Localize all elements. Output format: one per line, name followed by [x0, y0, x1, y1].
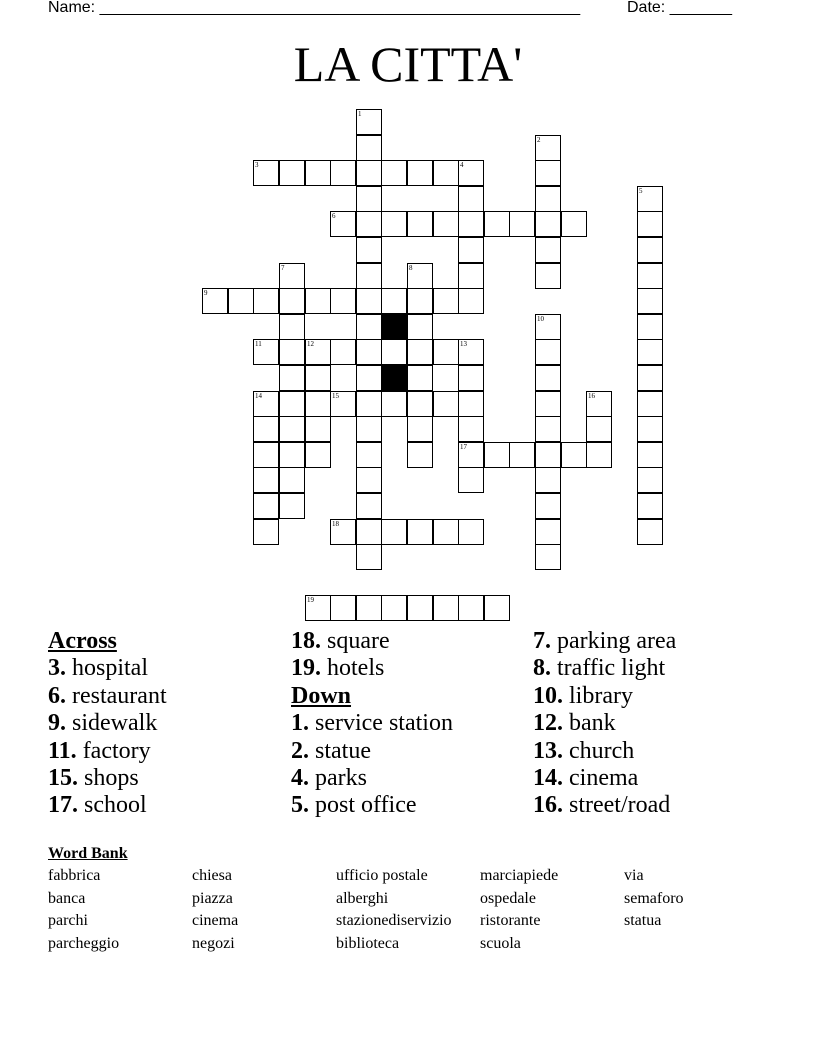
clue-text: library: [569, 682, 633, 709]
crossword-cell[interactable]: [433, 288, 459, 314]
word-bank-item: negozi: [192, 934, 235, 952]
clue-down-14: [533, 765, 676, 792]
word-bank-item: via: [624, 867, 644, 884]
crossword-cell[interactable]: [330, 595, 356, 621]
clues-column-3: [533, 628, 676, 820]
crossword-cell[interactable]: [381, 391, 407, 417]
crossword-cell[interactable]: [407, 519, 433, 545]
cell-number: 17: [460, 443, 467, 451]
clue-number: 18.: [291, 628, 321, 654]
crossword-cell[interactable]: [433, 211, 459, 237]
crossword-cell[interactable]: [356, 339, 382, 365]
clue-across-18: [291, 628, 453, 655]
crossword-cell[interactable]: [305, 391, 331, 417]
crossword-cell[interactable]: [356, 442, 382, 468]
crossword-cell[interactable]: [637, 288, 663, 314]
crossword-cell[interactable]: [356, 416, 382, 442]
crossword-cell[interactable]: [305, 339, 331, 365]
clue-down-7: [533, 628, 676, 655]
crossword-cell[interactable]: [535, 365, 561, 391]
crossword-cell[interactable]: [356, 467, 382, 493]
crossword-cell[interactable]: [458, 211, 484, 237]
clue-down-4: [291, 765, 453, 792]
cell-number: 13: [460, 340, 467, 348]
crossword-cell[interactable]: [279, 339, 305, 365]
crossword-cell[interactable]: [253, 493, 279, 519]
crossword-cell[interactable]: [535, 467, 561, 493]
crossword-cell[interactable]: [535, 544, 561, 570]
crossword-cell[interactable]: [279, 416, 305, 442]
crossword-cell[interactable]: [586, 442, 612, 468]
cell-number: 14: [255, 392, 262, 400]
crossword-cell[interactable]: [535, 442, 561, 468]
clue-number: 6.: [48, 682, 66, 709]
crossword-cell[interactable]: [330, 519, 356, 545]
crossword-cell[interactable]: [637, 339, 663, 365]
crossword-cell[interactable]: [458, 288, 484, 314]
crossword-cell[interactable]: [535, 160, 561, 186]
clue-text: square: [327, 628, 390, 654]
name-field-label: Name: ______________________________________________________: [48, 0, 581, 16]
clue-number: 16.: [533, 792, 563, 819]
crossword-cell[interactable]: [637, 391, 663, 417]
crossword-cell[interactable]: [637, 493, 663, 519]
crossword-cell[interactable]: [330, 211, 356, 237]
clue-number: 4.: [291, 765, 309, 792]
clue-across-19: [291, 655, 453, 682]
crossword-cell[interactable]: [356, 263, 382, 289]
crossword-cell[interactable]: [407, 365, 433, 391]
crossword-cell[interactable]: [407, 595, 433, 621]
word-bank-item: biblioteca: [336, 934, 400, 952]
crossword-cell[interactable]: [381, 519, 407, 545]
crossword-cell[interactable]: [356, 544, 382, 570]
crossword-cell[interactable]: [586, 416, 612, 442]
crossword-cell[interactable]: [458, 365, 484, 391]
clue-text: restaurant: [72, 682, 167, 709]
crossword-cell[interactable]: [381, 160, 407, 186]
crossword-cell[interactable]: [535, 314, 561, 340]
crossword-cell[interactable]: [407, 442, 433, 468]
word-bank-item: statua: [624, 912, 662, 930]
word-bank-item: marciapiede: [480, 867, 559, 884]
crossword-cell[interactable]: [253, 288, 279, 314]
crossword-cell[interactable]: [356, 365, 382, 391]
cell-number: 18: [332, 520, 339, 528]
word-bank-item: fabbrica: [48, 867, 101, 884]
crossword-cell[interactable]: [637, 467, 663, 493]
crossword-cell[interactable]: [433, 595, 459, 621]
clue-down-8: [533, 655, 676, 682]
clue-text: cinema: [569, 765, 639, 792]
clues-column-1: [48, 628, 167, 820]
crossword-cell[interactable]: [637, 442, 663, 468]
clue-down-13: [533, 738, 676, 765]
crossword-cell[interactable]: [356, 135, 382, 161]
cell-number: 19: [307, 596, 314, 604]
crossword-cell[interactable]: [433, 160, 459, 186]
crossword-cell[interactable]: [279, 263, 305, 289]
crossword-cell[interactable]: [381, 211, 407, 237]
crossword-cell[interactable]: [484, 442, 510, 468]
crossword-cell[interactable]: [305, 416, 331, 442]
word-bank-item: parcheggio: [48, 934, 120, 952]
crossword-cell[interactable]: [535, 416, 561, 442]
crossword-cell[interactable]: [535, 391, 561, 417]
crossword-cell[interactable]: [458, 595, 484, 621]
crossword-cell[interactable]: [637, 365, 663, 391]
clue-across-3: [48, 655, 167, 682]
clue-across-6: [48, 683, 167, 710]
crossword-cell[interactable]: [458, 391, 484, 417]
crossword-cell[interactable]: [458, 263, 484, 289]
cell-number: 12: [307, 340, 314, 348]
crossword-cell[interactable]: [637, 186, 663, 212]
word-bank-item: piazza: [192, 889, 233, 907]
crossword-cell[interactable]: [535, 237, 561, 263]
crossword-cell[interactable]: [484, 595, 510, 621]
clue-number: 8.: [533, 655, 551, 682]
clue-number: 14.: [533, 765, 563, 792]
word-bank-item: ospedale: [480, 889, 536, 907]
crossword-cell[interactable]: [407, 288, 433, 314]
crossword-cell[interactable]: [330, 339, 356, 365]
crossword-cell[interactable]: [202, 288, 228, 314]
clue-across-9: [48, 710, 167, 737]
clue-number: 7.: [533, 628, 551, 654]
crossword-cell[interactable]: [279, 467, 305, 493]
crossword-cell[interactable]: [356, 314, 382, 340]
crossword-cell[interactable]: [253, 519, 279, 545]
clue-text: shops: [84, 765, 139, 792]
cell-number: 3: [255, 161, 259, 169]
cell-number: 11: [255, 340, 262, 348]
clue-across-11: [48, 738, 167, 765]
crossword-cell[interactable]: [381, 595, 407, 621]
clue-text: factory: [82, 737, 151, 764]
crossword-cell[interactable]: [433, 339, 459, 365]
crossword-cell[interactable]: [535, 339, 561, 365]
crossword-cell[interactable]: [253, 467, 279, 493]
clue-text: post office: [315, 792, 417, 819]
clue-down-1: [291, 710, 453, 737]
crossword-cell[interactable]: [356, 109, 382, 135]
crossword-cell[interactable]: [637, 519, 663, 545]
cell-number: 4: [460, 161, 464, 169]
clue-number: 17.: [48, 792, 78, 819]
crossword-cell[interactable]: [407, 211, 433, 237]
crossword-cell[interactable]: [356, 595, 382, 621]
cell-number: 8: [409, 264, 413, 272]
clue-text: sidewalk: [72, 710, 158, 737]
clue-text: street/road: [569, 792, 671, 819]
crossword-cell[interactable]: [305, 595, 331, 621]
clue-text: statue: [315, 737, 371, 764]
cell-number: 15: [332, 392, 339, 400]
cell-number: 10: [537, 315, 544, 323]
crossword-cell[interactable]: [330, 391, 356, 417]
crossword-cell[interactable]: [458, 339, 484, 365]
cell-number: 2: [537, 136, 541, 144]
crossword-cell[interactable]: [356, 160, 382, 186]
down-heading: Down: [291, 682, 352, 709]
crossword-black-cell: [381, 314, 407, 340]
across-heading: Across: [48, 628, 117, 654]
clue-number: 13.: [533, 737, 563, 764]
crossword-cell[interactable]: [356, 288, 382, 314]
crossword-cell[interactable]: [279, 391, 305, 417]
cell-number: 1: [358, 110, 362, 118]
crossword-cell[interactable]: [253, 339, 279, 365]
crossword-cell[interactable]: [356, 237, 382, 263]
crossword-cell[interactable]: [458, 467, 484, 493]
crossword-cell[interactable]: [356, 186, 382, 212]
crossword-cell[interactable]: [356, 519, 382, 545]
cell-number: 6: [332, 212, 336, 220]
clue-number: 12.: [533, 710, 563, 737]
crossword-cell[interactable]: [637, 211, 663, 237]
crossword-cell[interactable]: [535, 519, 561, 545]
crossword-cell[interactable]: [561, 442, 587, 468]
crossword-cell[interactable]: [535, 186, 561, 212]
crossword-cell[interactable]: [381, 339, 407, 365]
crossword-cell[interactable]: [279, 314, 305, 340]
crossword-cell[interactable]: [279, 288, 305, 314]
word-bank-item: scuola: [480, 934, 521, 952]
crossword-cell[interactable]: [305, 442, 331, 468]
page-title: LA CITTA': [293, 36, 523, 92]
clue-down-2: [291, 738, 453, 765]
word-bank-title: Word Bank: [48, 845, 128, 862]
crossword-cell[interactable]: [407, 263, 433, 289]
clue-number: 1.: [291, 710, 309, 737]
crossword-cell[interactable]: [535, 135, 561, 161]
crossword-cell[interactable]: [458, 186, 484, 212]
crossword-cell[interactable]: [637, 416, 663, 442]
crossword-cell[interactable]: [458, 519, 484, 545]
clue-text: hotels: [327, 655, 385, 682]
crossword-cell[interactable]: [228, 288, 254, 314]
crossword-cell[interactable]: [433, 519, 459, 545]
crossword-cell[interactable]: [407, 391, 433, 417]
crossword-cell[interactable]: [407, 314, 433, 340]
crossword-cell[interactable]: [458, 442, 484, 468]
crossword-cell[interactable]: [330, 160, 356, 186]
clue-across-15: [48, 765, 167, 792]
cell-number: 9: [204, 289, 208, 297]
clue-down-10: [533, 683, 676, 710]
crossword-cell[interactable]: [458, 237, 484, 263]
clue-number: 19.: [291, 655, 321, 682]
clues-column-2: [291, 628, 453, 820]
clue-down-16: [533, 792, 676, 819]
crossword-cell[interactable]: [305, 288, 331, 314]
crossword-cell[interactable]: [458, 160, 484, 186]
crossword-cell[interactable]: [253, 391, 279, 417]
cell-number: 16: [588, 392, 595, 400]
crossword-cell[interactable]: [356, 391, 382, 417]
crossword-cell[interactable]: [279, 442, 305, 468]
crossword-cell[interactable]: [253, 442, 279, 468]
word-bank-item: ufficio postale: [336, 867, 428, 884]
crossword-cell[interactable]: [279, 160, 305, 186]
word-bank-item: semaforo: [624, 889, 684, 907]
word-bank-item: banca: [48, 889, 86, 907]
clue-number: 10.: [533, 682, 563, 709]
crossword-cell[interactable]: [279, 493, 305, 519]
clue-number: 15.: [48, 765, 78, 792]
clue-down-5: [291, 792, 453, 819]
crossword-cell[interactable]: [637, 237, 663, 263]
crossword-cell[interactable]: [305, 365, 331, 391]
crossword-cell[interactable]: [356, 493, 382, 519]
crossword-cell[interactable]: [253, 416, 279, 442]
clue-text: church: [569, 737, 635, 764]
clue-text: school: [84, 792, 147, 819]
clue-number: 3.: [48, 655, 66, 682]
word-bank-item: ristorante: [480, 912, 541, 930]
crossword-cell[interactable]: [330, 288, 356, 314]
crossword-cell[interactable]: [484, 211, 510, 237]
crossword-cell[interactable]: [356, 211, 382, 237]
clue-number: 2.: [291, 737, 309, 764]
word-bank-item: cinema: [192, 912, 239, 930]
cell-number: 7: [281, 264, 285, 272]
word-bank-item: stazionediservizio: [336, 912, 452, 930]
crossword-cell[interactable]: [305, 160, 331, 186]
crossword-cell[interactable]: [535, 263, 561, 289]
crossword-cell[interactable]: [458, 416, 484, 442]
word-bank-item: chiesa: [192, 867, 232, 884]
crossword-cell[interactable]: [586, 391, 612, 417]
cell-number: 5: [639, 187, 643, 195]
crossword-cell[interactable]: [509, 211, 535, 237]
clue-text: service station: [315, 710, 453, 737]
clue-number: 5.: [291, 792, 309, 819]
crossword-cell[interactable]: [637, 314, 663, 340]
crossword-cell[interactable]: [433, 391, 459, 417]
crossword-cell[interactable]: [407, 416, 433, 442]
crossword-cell[interactable]: [253, 160, 279, 186]
crossword-cell[interactable]: [279, 365, 305, 391]
clue-number: 9.: [48, 710, 66, 737]
clue-text: bank: [569, 710, 616, 737]
crossword-cell[interactable]: [407, 160, 433, 186]
clue-across-17: [48, 792, 167, 819]
clue-text: traffic light: [557, 655, 666, 682]
clue-text: parking area: [557, 628, 677, 654]
clue-down-12: [533, 710, 676, 737]
clue-text: hospital: [72, 655, 148, 682]
crossword-cell[interactable]: [509, 442, 535, 468]
word-bank-item: parchi: [48, 912, 88, 930]
crossword-cell[interactable]: [535, 493, 561, 519]
crossword-cell[interactable]: [637, 263, 663, 289]
date-field-label: Date: _______: [627, 0, 732, 16]
crossword-cell[interactable]: [381, 288, 407, 314]
crossword-cell[interactable]: [535, 211, 561, 237]
crossword-cell[interactable]: [407, 339, 433, 365]
clue-text: parks: [315, 765, 367, 792]
crossword-black-cell: [381, 365, 407, 391]
word-bank-item: alberghi: [336, 889, 389, 907]
clue-number: 11.: [48, 737, 77, 764]
crossword-cell[interactable]: [561, 211, 587, 237]
